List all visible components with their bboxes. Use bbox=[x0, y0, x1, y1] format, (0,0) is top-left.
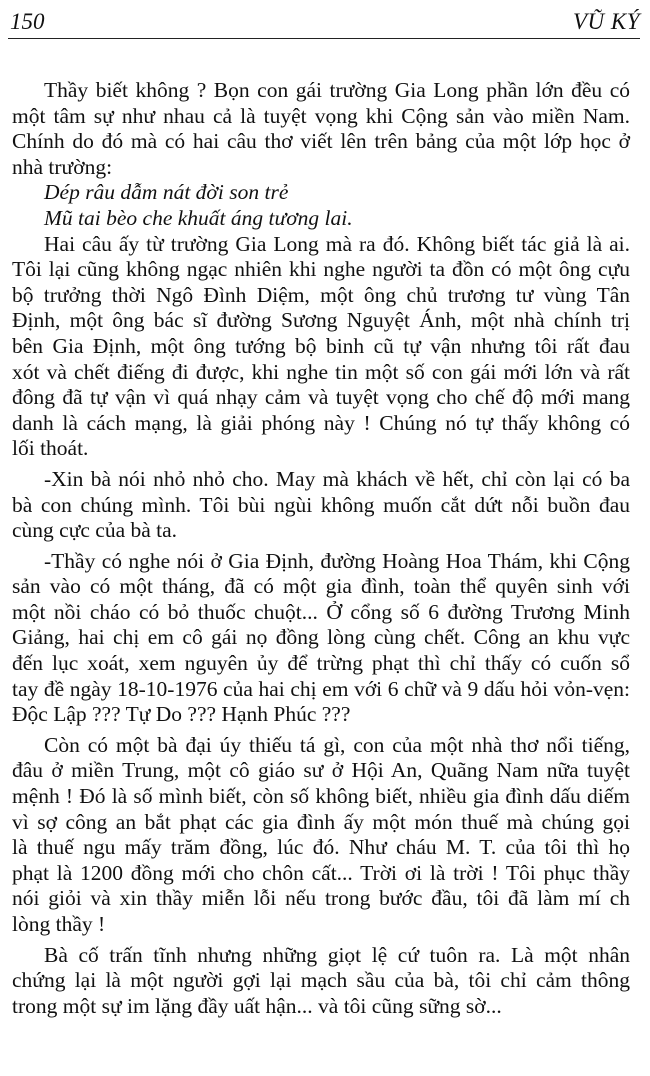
text-line: tay đề ngày 18-10-1976 của hai chị em với 6 chữ và 9 dấu hỏi vỏn-vẹn: bbox=[12, 676, 630, 701]
paragraph bbox=[12, 943, 630, 1020]
text-line: là thuế ngu mấy trăm đồng, lúc đó. Như cháu M. T. của tôi thì họ bbox=[12, 835, 630, 860]
text-line: đâu ở miền Trung, một cô giáo sư ở Hội An, Quãng Nam nữa tuyệt bbox=[12, 758, 630, 783]
verse-line: Dép râu dẫm nát đời son trẻ bbox=[44, 180, 289, 205]
text-line: Định, một ông bác sĩ đường Sương Nguyệt Ánh, một nhà chính trị bbox=[12, 308, 630, 333]
running-title: VŨ KÝ bbox=[572, 9, 640, 34]
text-line: trong một sự im lặng đầy uất hận... và tôi cũng sững sờ... bbox=[12, 993, 502, 1018]
text-line: Còn có một bà đại úy thiếu tá gì, con của một nhà thơ nổi tiếng, bbox=[44, 732, 630, 757]
text-line: sản vào có một tháng, đã có một gia đình, toàn thể quyên sinh với bbox=[12, 574, 630, 599]
verse-block bbox=[12, 180, 630, 231]
text-line: chứng lại là một người gợi lại mạch sầu của bà, tôi chỉ cảm thông bbox=[12, 968, 630, 993]
text-line: bộ trưởng thời Ngô Đình Diệm, một ông chủ trương tư vùng Tân bbox=[12, 282, 630, 307]
text-line: nhà trường: bbox=[12, 154, 113, 179]
text-line: -Xin bà nói nhỏ nhỏ cho. May mà khách về hết, chỉ còn lại có ba bbox=[44, 466, 630, 491]
paragraph bbox=[12, 467, 630, 544]
text-line: lối thoát. bbox=[12, 436, 89, 461]
text-line: danh là cách mạng, là giải phóng này ! Chúng nó tự thấy không có bbox=[12, 410, 630, 435]
text-line: Tôi lại cũng không ngạc nhiên khi nghe người ta đồn có một ông cựu bbox=[12, 257, 630, 282]
page-number: 150 bbox=[10, 9, 45, 34]
text-line: Độc Lập ??? Tự Do ??? Hạnh Phúc ??? bbox=[12, 702, 351, 727]
text-line: lòng thầy ! bbox=[12, 912, 106, 936]
text-line: đông đã tự vận vì quá nhạy cảm và tuyệt vọng cho chế độ mới mang bbox=[12, 385, 630, 410]
text-line: bà con chúng mình. Tôi bùi ngùi không muốn cắt dứt nỗi buồn đau bbox=[12, 492, 630, 517]
text-line: đến lục xoát, xem nguyên ủy để trừng phạt thì chỉ thấy có cuốn sổ bbox=[12, 651, 630, 676]
text-line: nói giỏi và xin thầy miễn lỗi nếu trong bước đầu, tôi đã làm mí ch bbox=[12, 886, 630, 911]
text-line: phạt là 1200 đồng mới cho chôn cất... Trời ơi là trời ! Tôi phục thầy bbox=[12, 860, 630, 885]
text-line: -Thầy có nghe nói ở Gia Định, đường Hoàng Hoa Thám, khi Cộng bbox=[44, 548, 630, 573]
verse-line: Mũ tai bèo che khuất áng tương lai. bbox=[44, 205, 353, 230]
paragraph bbox=[12, 232, 630, 462]
paragraph bbox=[12, 549, 630, 728]
text-line: mệnh ! Đó là số mình biết, còn số không biết, nhiều gia đình dấu diếm bbox=[12, 784, 630, 809]
paragraph bbox=[12, 78, 630, 180]
text-line: một nồi cháo có bỏ thuốc chuột... Ở cổng số 6 đường Trương Minh bbox=[12, 599, 630, 624]
text-line: Thầy biết không ? Bọn con gái trường Gia Long phần lớn đều có bbox=[44, 78, 630, 102]
text-line: vì sợ công an bắt phạt các gia đình ấy một món thuế mà chúng gọi bbox=[12, 809, 630, 834]
text-line: Chính do đó mà có hai câu thơ viết lên trên bảng của một lớp học ở bbox=[12, 129, 630, 154]
text-line: Bà cố trấn tĩnh nhưng những giọt lệ cứ tuôn ra. Là một nhân bbox=[44, 942, 630, 967]
text-line: bên Gia Định, một ông tướng bộ binh cũ tự vận nhưng tôi rất đau bbox=[12, 333, 630, 358]
page-header bbox=[8, 6, 640, 36]
body-text bbox=[12, 78, 630, 1019]
header-rule bbox=[8, 38, 640, 39]
paragraph bbox=[12, 733, 630, 938]
text-line: Giảng, hai chị em cô gái nọ đồng lòng cùng chết. Công an khu vực bbox=[12, 625, 630, 650]
text-line: một tâm sự như nhau cả là tuyệt vọng khi Cộng sản vào miền Nam. bbox=[12, 103, 630, 128]
text-line: xót và chết điếng đi được, khi nghe tin một số con gái mới lớn và rất bbox=[12, 359, 630, 384]
text-line: cùng cực của bà ta. bbox=[12, 518, 178, 543]
text-line: Hai câu ấy từ trường Gia Long mà ra đó. Không biết tác giả là ai. bbox=[44, 231, 630, 256]
